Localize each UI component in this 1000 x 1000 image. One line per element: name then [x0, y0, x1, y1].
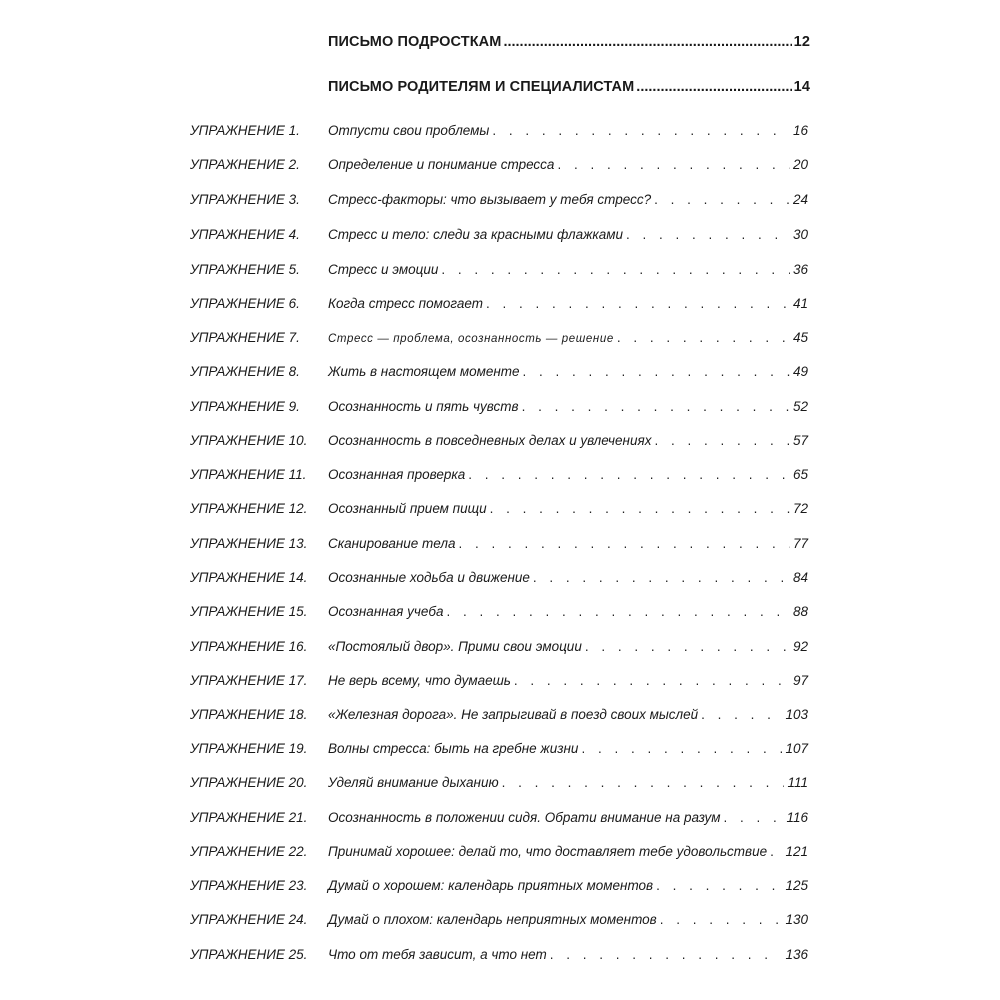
- dot-leader: [654, 433, 790, 448]
- toc-entry[interactable]: [190, 330, 808, 350]
- entry-label: УПРАЖНЕНИЕ 24.: [190, 912, 308, 927]
- dot-leader: [654, 192, 790, 207]
- toc-entry[interactable]: [190, 707, 808, 727]
- dot-leader: [660, 912, 783, 927]
- toc-entry[interactable]: [190, 947, 808, 967]
- entry-title: Осознанность в положении сидя. Обрати внимание на разум: [328, 810, 721, 825]
- dot-leader: [502, 775, 785, 790]
- entry-title: «Постоялый двор». Прими свои эмоции: [328, 639, 582, 654]
- entry-label: УПРАЖНЕНИЕ 1.: [190, 123, 300, 138]
- entry-label: УПРАЖНЕНИЕ 22.: [190, 844, 308, 859]
- entry-title: Сканирование тела: [328, 536, 456, 551]
- entry-title: Осознанная проверка: [328, 467, 466, 482]
- entry-page: 88: [792, 604, 808, 619]
- entry-page: 16: [792, 123, 808, 138]
- toc-entry[interactable]: [190, 467, 808, 487]
- entry-label: УПРАЖНЕНИЕ 15.: [190, 604, 308, 619]
- entry-title: Думай о хорошем: календарь приятных моментов: [328, 878, 654, 893]
- toc-entry[interactable]: [190, 775, 808, 795]
- entry-title: Осознанность и пять чувств: [328, 399, 519, 414]
- toc-entry[interactable]: [190, 810, 808, 830]
- entry-page: 92: [792, 639, 808, 654]
- entry-label: УПРАЖНЕНИЕ 8.: [190, 364, 300, 379]
- dot-leader: [557, 157, 790, 172]
- dot-leader: [617, 330, 790, 345]
- toc-entry[interactable]: [190, 639, 808, 659]
- entry-title: Стресс и эмоции: [328, 262, 439, 277]
- toc-entry[interactable]: [190, 536, 808, 556]
- entry-page: 103: [785, 707, 808, 722]
- entry-label: УПРАЖНЕНИЕ 20.: [190, 775, 308, 790]
- dot-leader: [490, 501, 790, 516]
- entry-label: УПРАЖНЕНИЕ 4.: [190, 227, 300, 242]
- entry-page: 30: [792, 227, 808, 242]
- entry-title: Принимай хорошее: делай то, что доставляет тебе удовольствие: [328, 844, 768, 859]
- entry-label: УПРАЖНЕНИЕ 17.: [190, 673, 308, 688]
- toc-entry[interactable]: [190, 433, 808, 453]
- toc-entry[interactable]: [190, 570, 808, 590]
- entry-title: Думай о плохом: календарь неприятных моментов: [328, 912, 657, 927]
- toc-entry[interactable]: [190, 844, 808, 864]
- entry-page: 41: [792, 296, 808, 311]
- toc-entry[interactable]: [190, 157, 808, 177]
- entry-title: Определение и понимание стресса: [328, 157, 555, 172]
- heading-title: ПИСЬМО РОДИТЕЛЯМ И СПЕЦИАЛИСТАМ: [328, 79, 635, 95]
- dot-leader: [441, 262, 790, 277]
- toc-heading-teens[interactable]: [328, 34, 810, 50]
- entry-page: 77: [792, 536, 808, 551]
- entry-label: УПРАЖНЕНИЕ 6.: [190, 296, 300, 311]
- entry-page: 84: [792, 570, 808, 585]
- dot-leader: [656, 878, 782, 893]
- dot-leader: [636, 79, 791, 95]
- entry-label: УПРАЖНЕНИЕ 5.: [190, 262, 300, 277]
- dot-leader: [626, 227, 790, 242]
- entry-page: 36: [792, 262, 808, 277]
- dot-leader: [581, 741, 782, 756]
- toc-entry[interactable]: [190, 123, 808, 143]
- entry-title: Что от тебя зависит, а что нет: [328, 947, 547, 962]
- entry-page: 45: [792, 330, 808, 345]
- entry-page: 111: [787, 775, 808, 790]
- dot-leader: [550, 947, 783, 962]
- toc-entry[interactable]: [190, 604, 808, 624]
- entry-page: 121: [785, 844, 808, 859]
- entry-page: 116: [786, 810, 808, 825]
- entry-title: Стресс и тело: следи за красными флажками: [328, 227, 624, 242]
- entry-label: УПРАЖНЕНИЕ 3.: [190, 192, 300, 207]
- toc-entry[interactable]: [190, 192, 808, 212]
- entry-label: УПРАЖНЕНИЕ 16.: [190, 639, 308, 654]
- entry-title: Когда стресс помогает: [328, 296, 483, 311]
- entry-label: УПРАЖНЕНИЕ 11.: [190, 467, 307, 482]
- entry-label: УПРАЖНЕНИЕ 14.: [190, 570, 308, 585]
- toc-entry[interactable]: [190, 741, 808, 761]
- toc-entry[interactable]: [190, 501, 808, 521]
- toc-entry[interactable]: [190, 364, 808, 384]
- entry-page: 57: [792, 433, 808, 448]
- entry-title: Осознанный прием пищи: [328, 501, 487, 516]
- entry-title: Стресс-факторы: что вызывает у тебя стресс?: [328, 192, 652, 207]
- entry-page: 72: [792, 501, 808, 516]
- entry-page: 125: [785, 878, 808, 893]
- entry-page: 49: [792, 364, 808, 379]
- entry-page: 107: [785, 741, 808, 756]
- heading-page: 12: [793, 34, 810, 50]
- entry-title: Осознанные ходьба и движение: [328, 570, 530, 585]
- entry-label: УПРАЖНЕНИЕ 18.: [190, 707, 308, 722]
- dot-leader: [770, 844, 782, 859]
- dot-leader: [533, 570, 790, 585]
- entry-title: Осознанная учеба: [328, 604, 444, 619]
- entry-page: 97: [792, 673, 808, 688]
- dot-leader: [585, 639, 790, 654]
- entry-title: Осознанность в повседневных делах и увлечениях: [328, 433, 652, 448]
- entry-label: УПРАЖНЕНИЕ 2.: [190, 157, 300, 172]
- entry-title: Стресс — проблема, осознанность — решение: [328, 333, 614, 345]
- dot-leader: [523, 364, 790, 379]
- entry-page: 52: [792, 399, 808, 414]
- entry-label: УПРАЖНЕНИЕ 23.: [190, 878, 308, 893]
- entry-page: 136: [785, 947, 808, 962]
- dot-leader: [492, 123, 790, 138]
- toc-entry[interactable]: [190, 878, 808, 898]
- toc-entry[interactable]: [190, 296, 808, 316]
- entry-title: Жить в настоящем моменте: [328, 364, 520, 379]
- dot-leader: [468, 467, 790, 482]
- entry-page: 20: [792, 157, 808, 172]
- entry-title: Не верь всему, что думаешь: [328, 673, 511, 688]
- entry-label: УПРАЖНЕНИЕ 25.: [190, 947, 308, 962]
- dot-leader: [514, 673, 790, 688]
- entry-title: Уделяй внимание дыханию: [328, 775, 499, 790]
- entry-label: УПРАЖНЕНИЕ 12.: [190, 501, 308, 516]
- dot-leader: [458, 536, 790, 551]
- dot-leader: [503, 34, 791, 50]
- toc-entry[interactable]: [190, 227, 808, 247]
- toc-heading-parents[interactable]: [328, 79, 810, 95]
- toc-entry[interactable]: [190, 399, 808, 419]
- entry-label: УПРАЖНЕНИЕ 9.: [190, 399, 300, 414]
- dot-leader: [701, 707, 782, 722]
- dot-leader: [447, 604, 790, 619]
- entry-page: 130: [785, 912, 808, 927]
- toc-entry[interactable]: [190, 673, 808, 693]
- entry-page: 24: [792, 192, 808, 207]
- entry-label: УПРАЖНЕНИЕ 13.: [190, 536, 308, 551]
- entry-title: Отпусти свои проблемы: [328, 123, 490, 138]
- entry-page: 65: [792, 467, 808, 482]
- entry-label: УПРАЖНЕНИЕ 10.: [190, 433, 308, 448]
- toc-entry[interactable]: [190, 912, 808, 932]
- heading-page: 14: [793, 79, 810, 95]
- entry-label: УПРАЖНЕНИЕ 21.: [190, 810, 308, 825]
- entry-title: «Железная дорога». Не запрыгивай в поезд своих мыслей: [328, 707, 699, 722]
- entry-title: Волны стресса: быть на гребне жизни: [328, 741, 579, 756]
- dot-leader: [486, 296, 790, 311]
- dot-leader: [522, 399, 790, 414]
- entry-label: УПРАЖНЕНИЕ 19.: [190, 741, 308, 756]
- entry-label: УПРАЖНЕНИЕ 7.: [190, 330, 300, 345]
- toc-entry[interactable]: [190, 262, 808, 282]
- heading-title: ПИСЬМО ПОДРОСТКАМ: [328, 34, 502, 50]
- dot-leader: [724, 810, 784, 825]
